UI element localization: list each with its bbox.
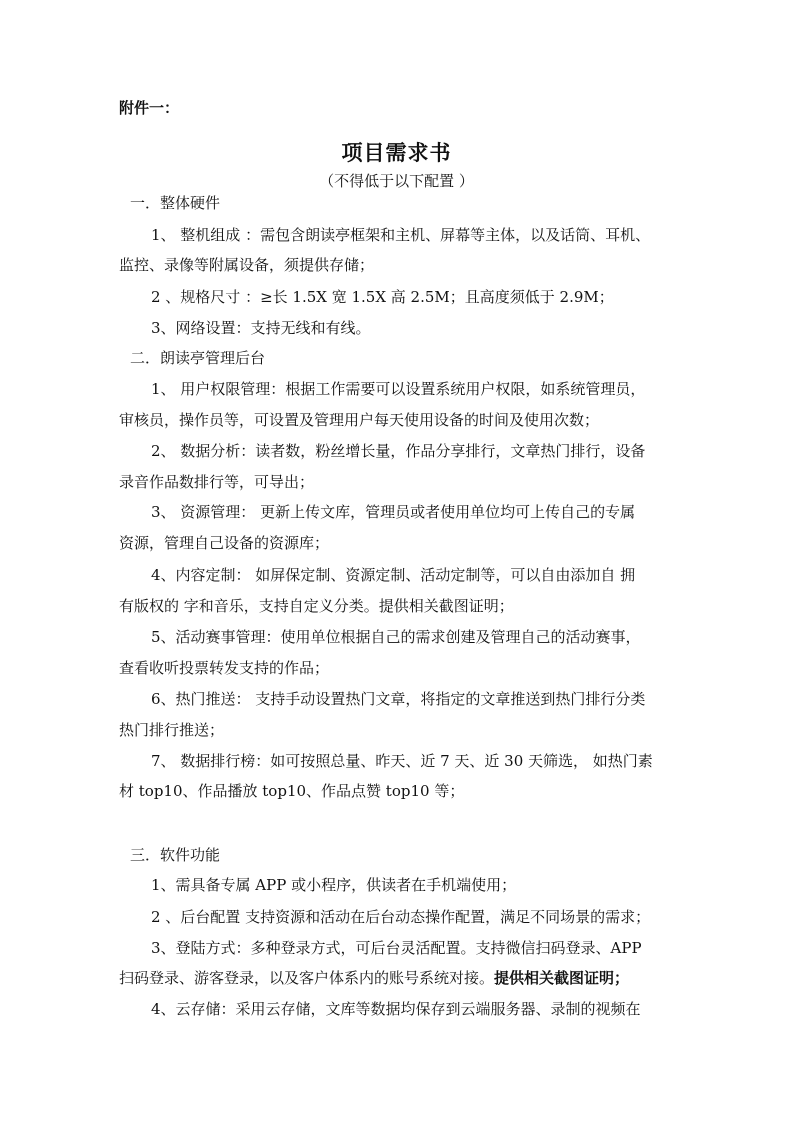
paragraph-line: 监控、录像等附属设备，须提供存储； [119,256,375,274]
paragraph-line: 4、内容定制： 如屏保定制、资源定制、活动定制等，可以自由添加自 拥 [151,566,636,584]
document-subtitle: （不得低于以下配置 ） [319,172,474,190]
paragraph-line: 1、 整机组成 ：需包含朗读亭框架和主机、屏幕等主体，以及话筒、耳机、 [151,226,651,244]
paragraph-line: 2、 数据分析：读者数，粉丝增长量，作品分享排行，文章热门排行，设备 [151,442,646,460]
paragraph-line: 材 top10、作品播放 top10、作品点赞 top10 等； [119,782,465,800]
paragraph-line: 1、需具备专属 APP 或小程序，供读者在手机端使用； [151,876,517,894]
paragraph-line: 3、 资源管理： 更新上传文库，管理员或者使用单位均可上传自己的专属 [151,503,636,521]
paragraph-line: 5、活动赛事管理：使用单位根据自己的需求创建及管理自己的活动赛事， [151,628,641,646]
paragraph-line-text: 扫码登录、游客登录，以及客户体系内的账号系统对接。 [119,969,495,987]
section-heading-software: 三．软件功能 [130,846,221,864]
paragraph-line: 2 、规格尺寸 ：≥长 1.5X 宽 1.5X 高 2.5M；且高度须低于 2.9M； [151,288,614,306]
section-heading-backend: 二．朗读亭管理后台 [130,349,266,367]
paragraph-line: 资源，管理自己设备的资源库； [119,534,330,552]
paragraph-line: 7、 数据排行榜：如可按照总量、昨天、近 7 天、近 30 天筛选， 如热门素 [151,752,653,770]
paragraph-line: 3、网络设置：支持无线和有线。 [151,319,371,337]
attachment-label: 附件一： [119,99,180,117]
paragraph-line: 6、热门推送： 支持手动设置热门文章，将指定的文章推送到热门排行分类 [151,690,646,708]
paragraph-line: 3、登陆方式：多种登录方式，可后台灵活配置。支持微信扫码登录、APP [151,939,642,957]
paragraph-line: 审核员，操作员等，可设置及管理用户每天使用设备的时间及使用次数； [119,411,600,429]
paragraph-line: 查看收听投票转发支持的作品； [119,659,330,677]
bold-emphasis: 提供相关截图证明； [494,969,630,987]
paragraph-line: 有版权的 字和音乐，支持自定义分类。提供相关截图证明； [119,597,514,615]
section-heading-hardware: 一．整体硬件 [130,194,221,212]
paragraph-line: 1、 用户权限管理：根据工作需要可以设置系统用户权限，如系统管理员， [151,380,646,398]
document-title: 项目需求书 [341,140,452,165]
paragraph-line [119,967,679,988]
paragraph-line: 4、云存储：采用云存储，文库等数据均保存到云端服务器、录制的视频在 [151,1000,641,1018]
paragraph-line: 录音作品数排行等，可导出； [119,473,315,491]
paragraph-line: 热门排行推送； [119,721,225,739]
paragraph-line: 2 、后台配置 支持资源和活动在后台动态操作配置，满足不同场景的需求； [151,908,651,926]
